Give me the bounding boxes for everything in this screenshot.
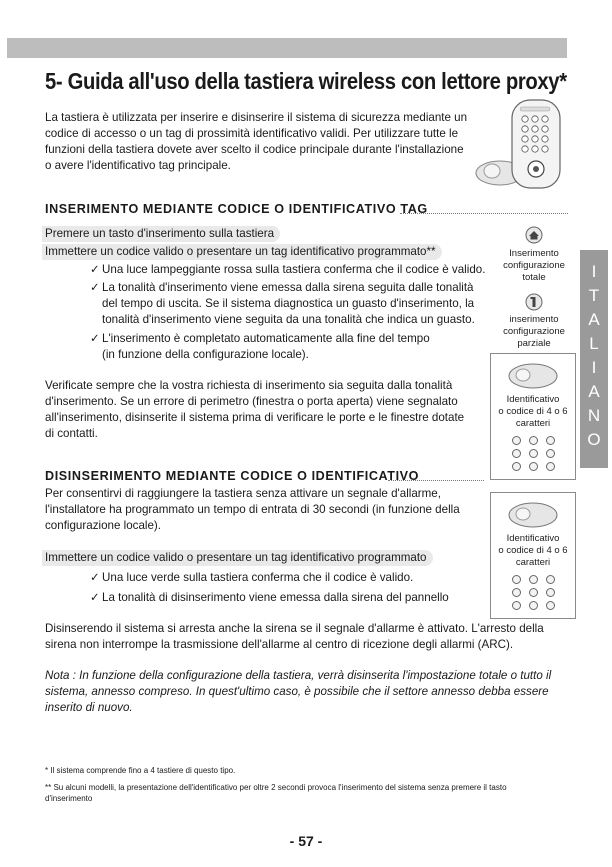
- intro-line: o avere l'identificativo tag principale.: [45, 159, 231, 172]
- tab-letter: L: [589, 334, 599, 353]
- step-highlight: Premere un tasto d'inserimento sulla tastiera: [42, 226, 280, 242]
- disarming-bullet: [90, 570, 490, 586]
- tab-letter: T: [588, 286, 600, 305]
- caption-line: configurazione: [503, 326, 565, 337]
- tab-letter: I: [591, 358, 597, 377]
- paragraph-line: Verificate sempre che la vostra richiesta di inserimento sia seguita dalla tonalità: [45, 379, 453, 392]
- disarming-intro: [45, 486, 475, 534]
- tab-letter: N: [587, 406, 601, 425]
- step-highlight: Immettere un codice valido o presentare un tag identificativo programmato**: [42, 244, 442, 260]
- key-icon: [546, 601, 555, 610]
- note-line: inserito di nuovo.: [45, 701, 133, 714]
- tab-letter: A: [588, 310, 600, 329]
- check-icon: ✓: [90, 281, 100, 294]
- key-icon: [512, 588, 521, 597]
- disarming-step-highlight: Immettere un codice valido o presentare un tag identificativo programmato: [42, 550, 433, 566]
- footnote: [45, 782, 575, 804]
- footnote-line: d'inserimento: [45, 794, 93, 803]
- tab-letter: O: [587, 430, 601, 449]
- key-icon: [512, 601, 521, 610]
- caption-line: totale: [522, 272, 546, 283]
- key-icon: [546, 575, 555, 584]
- arming-warning-paragraph: [45, 378, 475, 442]
- intro-line: La tastiera è utilizzata per inserire e disinserire il sistema di sicurezza mediante un: [45, 111, 468, 124]
- section-divider: [400, 213, 568, 214]
- paragraph-line: sirena non interrompe la trasmissione dell'allarme al centro di ricezione degli allarmi (ARC).: [45, 638, 514, 651]
- paragraph-line: Disinserendo il sistema si arresta anche la sirena se il segnale d'allarme è attivato. L'arresto della: [45, 622, 544, 635]
- note-line: sistema, annesso compreso. In quest'ultimo caso, è possibile che il settore annesso debba essere: [45, 685, 549, 698]
- key-icon: [512, 575, 521, 584]
- caption-line: parziale: [517, 338, 551, 349]
- section-divider: [388, 480, 484, 481]
- tag-icon: [507, 499, 559, 531]
- key-icon: [546, 588, 555, 597]
- intro-line: funzioni della tastiera dovete aver scelto il codice principale durante l'installazione: [45, 143, 464, 156]
- keypad-keys: [491, 573, 575, 612]
- key-icon: [529, 449, 538, 458]
- key-icon: [546, 449, 555, 458]
- bullet-text: La tonalità d'inserimento viene emessa dalla sirena seguita dalle tonalità: [102, 281, 474, 294]
- key-icon: [529, 601, 538, 610]
- key-icon: [529, 436, 538, 445]
- tag-or-code-box: [490, 492, 576, 619]
- arming-steps: [42, 224, 442, 260]
- key-icon: [512, 449, 521, 458]
- caption-line: o codice di 4 o 6: [498, 406, 568, 417]
- note-line: Nota : In funzione della configurazione della tastiera, verrà disinserita l'impostazione totale o tutto il: [45, 669, 552, 682]
- footnote: * Il sistema comprende fino a 4 tastiere di questo tipo.: [45, 766, 236, 775]
- key-icon: [529, 588, 538, 597]
- arming-bullet: [90, 280, 490, 328]
- language-tab: [580, 250, 608, 468]
- key-icon: [546, 436, 555, 445]
- caption-line: caratteri: [515, 557, 551, 568]
- key-icon: [529, 462, 538, 471]
- total-arming-caption: [494, 248, 574, 284]
- total-arming-icon: [524, 225, 544, 245]
- footnote-line: ** Su alcuni modelli, la presentazione dell'identificativo per oltre 2 secondi provoca l'inserimento del sistema senza premere il tasto: [45, 783, 507, 792]
- caption-line: configurazione: [503, 260, 565, 271]
- paragraph-line: l'installatore ha programmato un tempo di entrata di 30 secondi (in funzione della: [45, 503, 460, 516]
- check-icon: ✓: [90, 591, 100, 604]
- disarming-paragraph: [45, 621, 575, 653]
- bullet-text: Una luce verde sulla tastiera conferma che il codice è valido.: [102, 571, 414, 584]
- intro-line: codice di accesso o un tag di prossimità identificativo validi. Per utilizzare tutte le: [45, 127, 459, 140]
- arming-bullet: [90, 262, 490, 278]
- bullet-text: La tonalità di disinserimento viene emessa dalla sirena del pannello: [102, 591, 449, 604]
- caption-line: o codice di 4 o 6: [498, 545, 568, 556]
- check-icon: ✓: [90, 263, 100, 276]
- key-icon: [529, 575, 538, 584]
- section-title-arming: INSERIMENTO MEDIANTE CODICE O IDENTIFICATIVO TAG: [45, 202, 428, 216]
- bullet-text: tonalità d'inserimento viene seguita da una tonalità che indica un guasto.: [102, 313, 475, 326]
- tab-letter: A: [588, 382, 600, 401]
- key-icon: [512, 436, 521, 445]
- paragraph-line: di contatti.: [45, 427, 98, 440]
- paragraph-line: d'inserimento. Se un errore di perimetro (finestra o porta aperta) viene segnalato: [45, 395, 458, 408]
- bullet-text: del tempo di uscita. Se il sistema diagnostica un guasto d'inserimento, la: [102, 297, 475, 310]
- page-number: - 57 -: [289, 833, 323, 849]
- partial-arming-caption: [494, 314, 574, 350]
- keypad-keys: [491, 434, 575, 473]
- arming-bullet: [90, 331, 490, 363]
- check-icon: ✓: [90, 571, 100, 584]
- bullet-text: L'inserimento è completato automaticamente alla fine del tempo: [102, 332, 430, 345]
- note-paragraph: [45, 668, 575, 716]
- paragraph-line: all'inserimento, disinserite il sistema prima di verificare le porte e le finestre dotate: [45, 411, 465, 424]
- key-icon: [546, 462, 555, 471]
- partial-arming-icon: [524, 292, 544, 312]
- section-title-disarming: DISINSERIMENTO MEDIANTE CODICE O IDENTIFICATIVO: [45, 469, 420, 483]
- bullet-text: (in funzione della configurazione locale).: [102, 348, 309, 361]
- page-title: 5- Guida all'uso della tastiera wireless con lettore proxy*: [45, 68, 567, 94]
- tab-letter: I: [591, 262, 597, 281]
- disarming-bullet: [90, 590, 490, 606]
- key-icon: [512, 462, 521, 471]
- bullet-text: Una luce lampeggiante rossa sulla tastiera conferma che il codice è valido.: [102, 263, 486, 276]
- caption-line: Identificativo: [506, 394, 560, 405]
- caption-line: Inserimento: [509, 248, 559, 259]
- paragraph-line: Per consentirvi di raggiungere la tastiera senza attivare un segnale d'allarme,: [45, 487, 441, 500]
- tag-or-code-box: [490, 353, 576, 480]
- tag-icon: [507, 360, 559, 392]
- caption-line: caratteri: [515, 418, 551, 429]
- header-bar: [7, 38, 567, 58]
- intro-paragraph: [45, 110, 475, 174]
- paragraph-line: configurazione locale).: [45, 519, 162, 532]
- caption-line: Identificativo: [506, 533, 560, 544]
- keypad-illustration: [472, 95, 572, 195]
- caption-line: inserimento: [509, 314, 559, 325]
- box-caption: [491, 533, 575, 569]
- check-icon: ✓: [90, 332, 100, 345]
- box-caption: [491, 394, 575, 430]
